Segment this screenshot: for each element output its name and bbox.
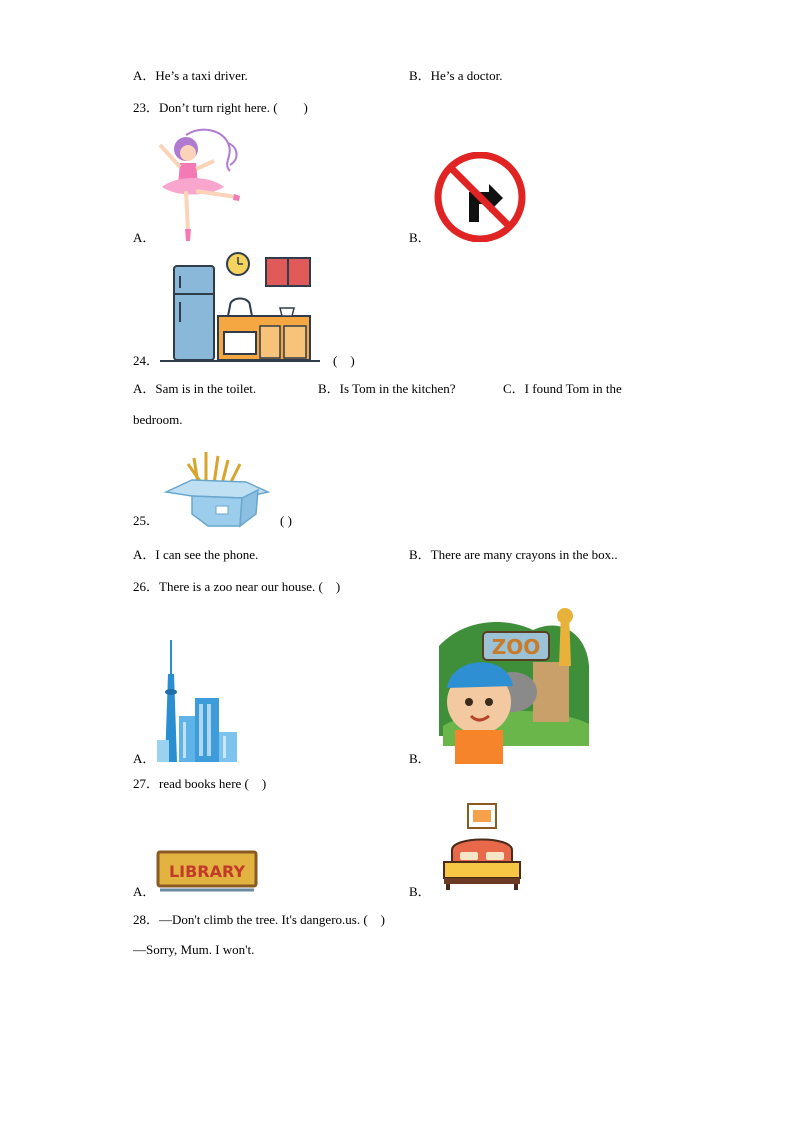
q26-option-a: A． <box>133 751 156 766</box>
q27-stem: 27．read books here ( ) <box>133 776 267 791</box>
q26-stem: 26．There is a zoo near our house. ( ) <box>133 579 341 594</box>
q24-option-a: A．Sam is in the toilet. <box>133 381 257 396</box>
q27-option-b: B． <box>409 884 431 899</box>
q24-option-c: C．I found Tom in the <box>503 381 622 396</box>
bedroom-bed-image <box>438 802 526 892</box>
kitchen-image <box>160 250 328 363</box>
q26-option-b: B． <box>409 751 431 766</box>
q25-answer-blank: ( ) <box>280 513 292 528</box>
crayon-box-image <box>162 444 272 528</box>
q23-stem: 23．Don’t turn right here. ( ) <box>133 100 308 115</box>
q25-label: 25． <box>133 513 160 528</box>
city-skyline-image <box>155 640 239 764</box>
q27-option-a: A． <box>133 884 156 899</box>
q28-reply: —Sorry, Mum. I won't. <box>133 942 255 957</box>
q24-option-b: B．Is Tom in the kitchen? <box>318 381 456 396</box>
library-sign-image <box>156 850 258 896</box>
q23-option-b: B． <box>409 230 431 245</box>
no-right-turn-sign-image <box>433 152 527 242</box>
q25-option-a: A．I can see the phone. <box>133 547 259 562</box>
zoo-entrance-image <box>433 606 591 764</box>
q28-stem: 28．—Don't climb the tree. It's dangero.us. ( ) <box>133 912 385 927</box>
library-sign-text: LIBRARY <box>168 862 246 881</box>
q22-option-a: A．He’s a taxi driver. <box>133 68 248 83</box>
zoo-sign-text: ZOO <box>491 635 541 659</box>
q24-option-c-continued: bedroom. <box>133 412 183 427</box>
q24-answer-blank: ( ) <box>333 353 355 368</box>
q24-label: 24． <box>133 353 160 368</box>
ballerina-image <box>152 125 244 243</box>
q23-option-a: A． <box>133 230 156 245</box>
q25-option-b: B．There are many crayons in the box.. <box>409 547 618 562</box>
q22-option-b: B．He’s a doctor. <box>409 68 503 83</box>
